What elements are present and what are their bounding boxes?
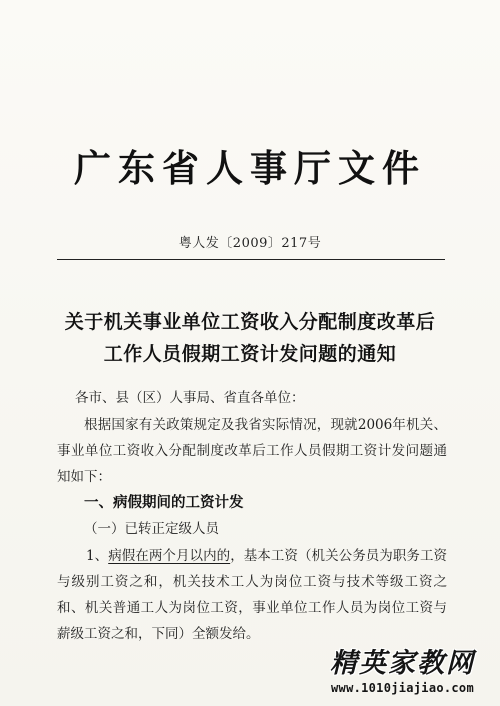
watermark-logo: 精英家教网 [330, 648, 475, 679]
paragraph-intro: 根据国家有关政策规定及我省实际情况，现就2006年机关、事业单位工资收入分配制度改革后工作人员假期工资计发问题通知如下： [57, 417, 447, 485]
document-number: 粤人发〔2009〕217号 [178, 236, 322, 251]
notice-title-line2: 工作人员假期工资计发问题的通知 [103, 343, 397, 365]
site-watermark [315, 648, 490, 696]
addressee: 各市、县（区）人事局、省直各单位： [75, 390, 305, 406]
header-divider [57, 259, 445, 260]
watermark-url: www.1010jiajiao.com [331, 681, 474, 695]
notice-title-line1: 关于机关事业单位工资收入分配制度改革后 [64, 311, 436, 333]
subsection-regular-staff: （一）已转正定级人员 [84, 521, 219, 537]
underlined-phrase: 病假在两个月以内的 [108, 548, 231, 564]
section-heading-sick-leave: 一、病假期间的工资计发 [84, 494, 244, 511]
paragraph-sick-leave-rule [57, 543, 447, 647]
paragraph-body: ，基本工资（机关公务员为职务工资与级别工资之和，机关技术工人为岗位工资与技术等级工资之和、机关普通工人为岗位工资，事业单位工作人员为岗位工资与薪级工资之和，下同）全额发给。 [57, 548, 448, 642]
issuer-title: 广东省人事厅文件 [74, 146, 426, 190]
paragraph-number: 1、 [86, 548, 109, 564]
